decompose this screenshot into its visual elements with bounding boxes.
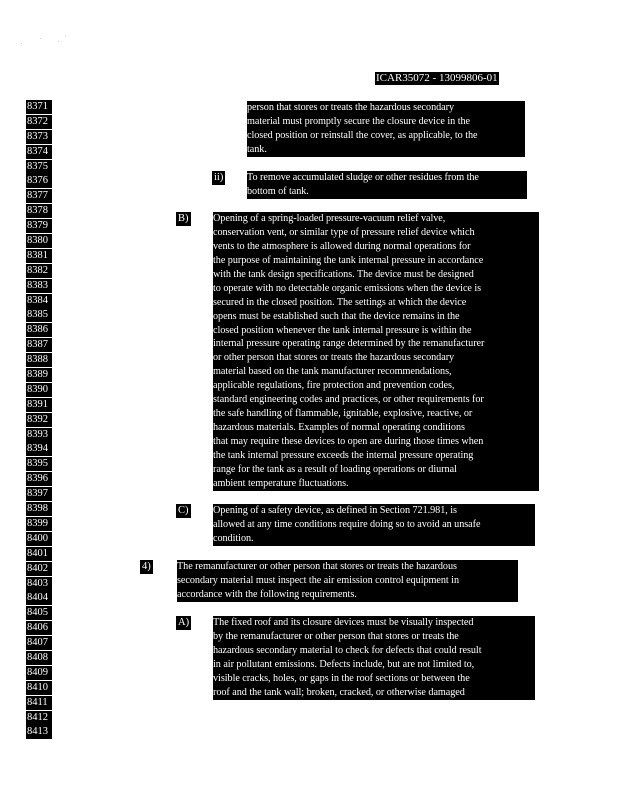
subsection-label-c: C): [178, 505, 189, 516]
line-number: 8373: [26, 130, 52, 144]
text-line: The remanufacturer or other person that stores or treats the hazardous: [177, 561, 457, 572]
text-line: condition.: [213, 532, 254, 544]
line-number: 8403: [26, 577, 52, 591]
line-number: 8371: [26, 100, 52, 114]
line-number: 8400: [26, 532, 52, 546]
text-line: person that stores or treats the hazardous secondary: [247, 102, 455, 113]
line-number: 8394: [26, 442, 52, 456]
text-line: hazardous secondary material to check for defects that could result: [213, 644, 482, 656]
line-number: 8392: [26, 413, 52, 427]
line-number: 8388: [26, 353, 52, 367]
text-line: internal pressure operating range determined by the remanufacturer: [213, 338, 485, 350]
text-line: that may require these devices to open are during those times when: [213, 436, 484, 447]
text-line: the purpose of maintaining the tank internal pressure in accordance: [213, 254, 484, 266]
text-line: by the remanufacturer or other person that stores or treats the: [213, 630, 459, 642]
document-id-header: ICAR35072 - 13099806-01: [376, 72, 498, 84]
line-number: 8404: [26, 591, 52, 605]
subsection-label-b: B): [178, 213, 189, 224]
text-line: closed position whenever the tank internal pressure is within the: [213, 324, 472, 336]
line-number: 8396: [26, 472, 52, 486]
line-number: 8385: [26, 308, 52, 322]
line-number: 8384: [26, 294, 52, 308]
text-line: vents to the atmosphere is allowed during normal operations for: [213, 240, 471, 252]
scan-speck-marks: [18, 34, 78, 48]
text-line: with the tank design specifications. The device must be designed: [213, 268, 474, 280]
line-number: 8377: [26, 189, 52, 203]
text-line: opens must be established such that the device remains in the: [213, 310, 460, 322]
text-line: standard engineering codes and practices, or other requirements for: [213, 394, 484, 406]
line-number: 8402: [26, 562, 52, 576]
text-line: or other person that stores or treats the hazardous secondary: [213, 352, 455, 364]
line-number: 8398: [26, 502, 52, 516]
text-line: tank.: [247, 143, 267, 155]
paragraph-ii: [247, 171, 527, 199]
line-number: 8393: [26, 428, 52, 442]
text-line: hazardous materials. Examples of normal operating conditions: [213, 422, 465, 434]
text-line: visible cracks, holes, or gaps in the roof sections or between the: [213, 672, 470, 684]
paragraph-4: [177, 560, 518, 602]
subsection-label-a: A): [178, 617, 190, 628]
text-line: roof and the tank wall; broken, cracked, or otherwise damaged: [213, 686, 465, 698]
text-line: closed position or reinstall the cover, as applicable, to the: [247, 129, 478, 141]
text-line: accordance with the following requirements.: [177, 588, 357, 600]
line-number: 8382: [26, 264, 52, 278]
text-line: To remove accumulated sludge or other residues from the: [247, 172, 479, 183]
line-number: 8383: [26, 279, 52, 293]
paragraph-continuation: [247, 101, 525, 157]
text-line: secondary material must inspect the air emission control equipment in: [177, 574, 460, 586]
line-number: 8408: [26, 651, 52, 665]
text-line: applicable regulations, fire protection and prevention codes,: [213, 380, 455, 392]
paragraph-c: [213, 504, 535, 546]
line-number: 8374: [26, 145, 52, 159]
line-number: 8390: [26, 383, 52, 397]
paragraph-a: [213, 616, 535, 700]
line-number: 8378: [26, 204, 52, 218]
line-number: 8399: [26, 517, 52, 531]
section-label-4: 4): [142, 561, 151, 572]
line-number: 8409: [26, 666, 52, 680]
line-number: 8380: [26, 234, 52, 248]
line-number: 8413: [26, 725, 52, 739]
text-line: ambient temperature fluctuations.: [213, 477, 349, 489]
line-number-column: [26, 100, 52, 740]
text-line: range for the tank as a result of loading operations or diurnal: [213, 463, 457, 475]
line-number: 8395: [26, 457, 52, 471]
line-number: 8405: [26, 606, 52, 620]
line-number: 8389: [26, 368, 52, 382]
subsection-label-ii: ii): [214, 172, 224, 183]
line-number: 8376: [26, 174, 52, 188]
line-number: 8381: [26, 249, 52, 263]
text-line: to operate with no detectable organic emissions when the device is: [213, 282, 482, 294]
line-number: 8375: [26, 160, 52, 174]
line-number: 8386: [26, 323, 52, 337]
line-number: 8410: [26, 681, 52, 695]
text-line: Opening of a spring-loaded pressure-vacuum relief valve,: [213, 213, 446, 224]
text-line: material based on the tank manufacturer recommendations,: [213, 366, 452, 378]
paragraph-b: [213, 212, 539, 491]
line-number: 8412: [26, 711, 52, 725]
text-line: the tank internal pressure exceeds the internal pressure operating: [213, 449, 474, 461]
text-line: allowed at any time conditions require doing so to avoid an unsafe: [213, 518, 481, 530]
line-number: 8387: [26, 338, 52, 352]
text-line: in air pollutant emissions. Defects include, but are not limited to,: [213, 658, 475, 670]
text-line: Opening of a safety device, as defined in Section 721.981, is: [213, 505, 457, 516]
line-number: 8411: [26, 696, 52, 710]
text-line: bottom of tank.: [247, 185, 309, 197]
line-number: 8379: [26, 219, 52, 233]
line-number: 8397: [26, 487, 52, 501]
line-number: 8406: [26, 621, 52, 635]
line-number: 8401: [26, 547, 52, 561]
line-number: 8407: [26, 636, 52, 650]
line-number: 8372: [26, 115, 52, 129]
text-line: material must promptly secure the closure device in the: [247, 115, 470, 127]
line-number: 8391: [26, 398, 52, 412]
text-line: the safe handling of flammable, ignitable, explosive, reactive, or: [213, 408, 473, 420]
text-line: secured in the closed position. The settings at which the device: [213, 296, 467, 308]
text-line: The fixed roof and its closure devices must be visually inspected: [213, 617, 474, 628]
text-line: conservation vent, or similar type of pressure relief device which: [213, 226, 475, 238]
